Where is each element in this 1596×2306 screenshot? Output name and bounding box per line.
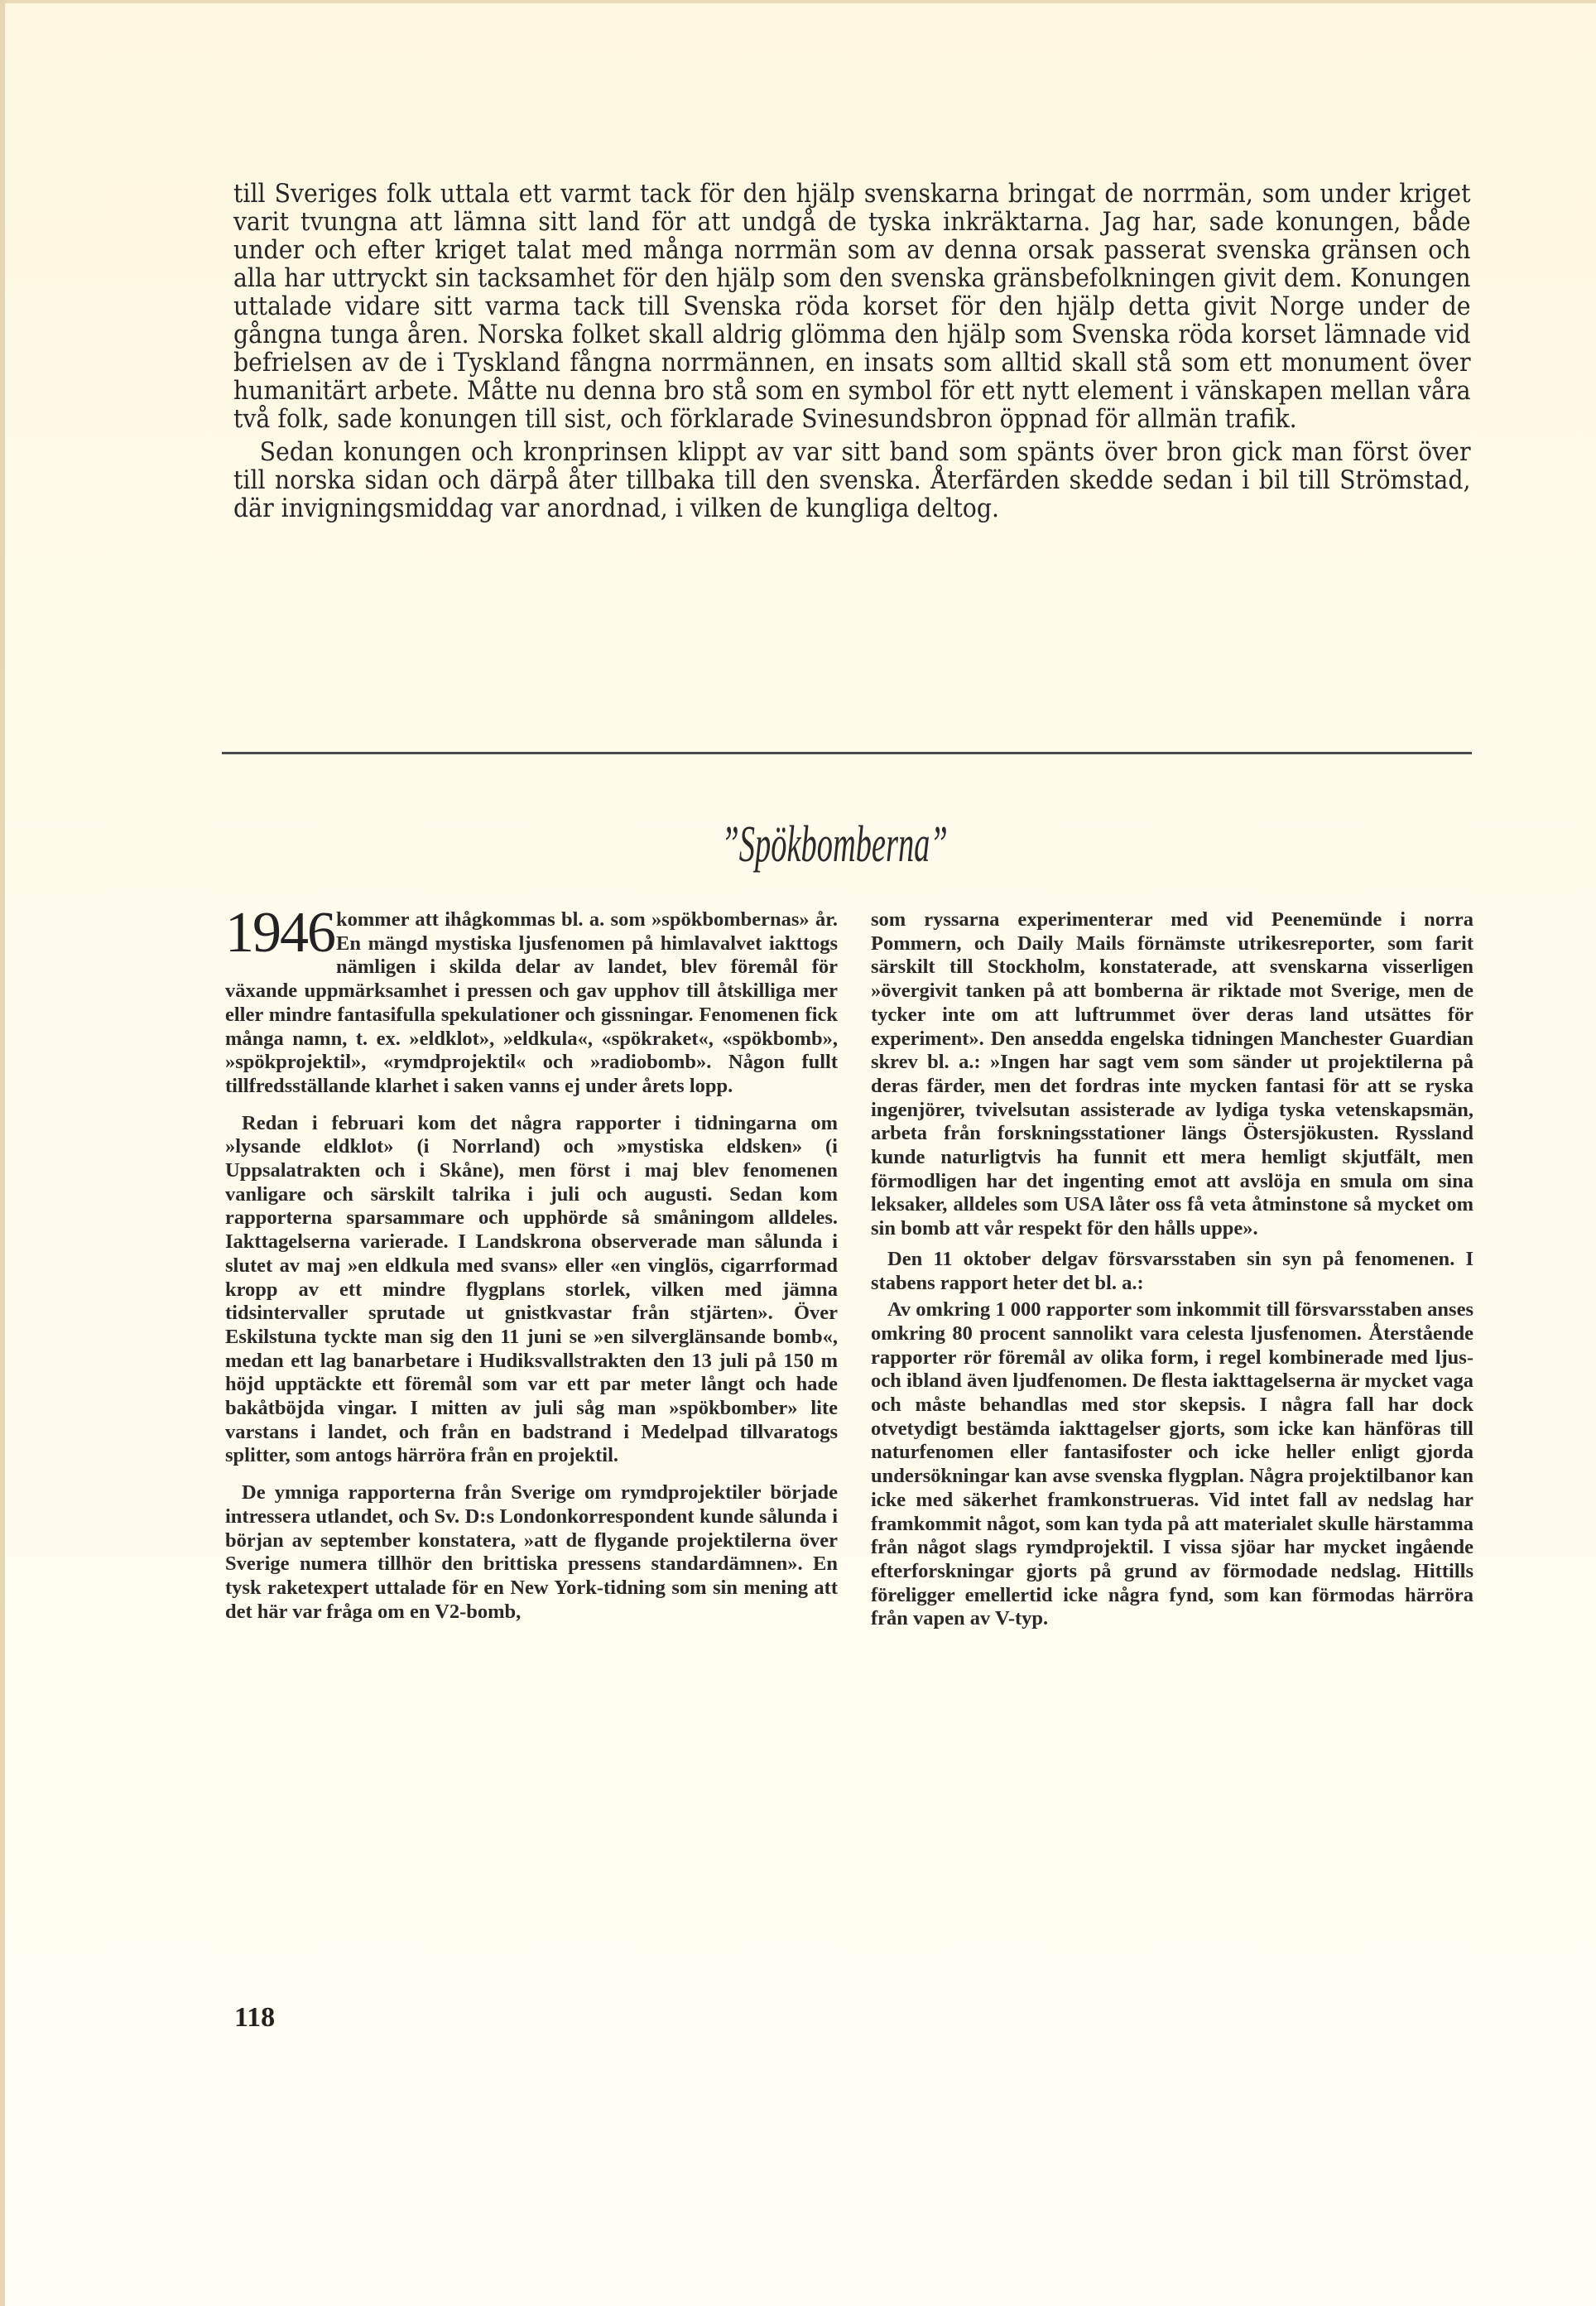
article-paragraph: Redan i februari kom det några rapporter i tidningarna om »lysande eldklot» (i Norrland) och »mystiska eldsken» (i Uppsalatrakten och i Skåne), men först i maj blev fenomenen vanligare och särskilt talrika i juli och augusti. Sedan kom rapporterna sparsammare och upphörde så småningom alldeles. Iakttagelserna varierade. I Landskrona observerade man sålunda i slutet av maj »en eldkula med svans» eller «en vinglös, cigarrformad kropp av ett mindre flygplans storlek, vilken med jämna tidsintervaller sprutade ut gnistkvastar från stjärten». Över Eskilstuna tyckte man sig den 11 juni se »en silverglänsande bomb«, medan ett lag banarbetare i Hudiksvallstrakten den 13 juli på 150 m höjd upptäckte ett föremål som var ett par meter långt och hade bakåtböjda vingar. I mitten av juli såg man »spökbomber» lite varstans i landet, och från en badstrand i Medelpad tillvaratogs splitter, som antogs härröra från en projektil. <box>225 1111 838 1467</box>
article-paragraph: som ryssarna experimenterar med vid Peenemünde i norra Pommern, och Daily Mails förnämste utrikesreporter, som farit särskilt till Stockholm, konstaterade, att svenskarna visserligen »övergivit tanken på att bomberna är riktade mot Sverige, men de tycker inte om att luftrummet över deras land utsättes för experiment». Den ansedda engelska tidningen Manchester Guardian skrev bl. a.: »Ingen har sagt vem som sänder ut projektilerna på deras färder, men det fordras inte mycken fantasi för att se ryska ingenjörer, tvivelsutan assisterade av lydiga tyska vetenskapsmän, arbeta från forskningsstationer längs Östersjökusten. Ryssland kunde naturligtvis ha funnit ett mera hemligt skjutfält, men förmodligen har det ingenting emot att avslöja en smula om sina leksaker, alldeles som USA låter oss få veta åtminstone så mycket om sin bomb att vår respekt för den hålls uppe». <box>871 908 1473 1240</box>
page-number: 118 <box>234 2002 276 2033</box>
article-title: ”Spökbomberna” <box>721 816 948 873</box>
article-paragraph: Den 11 oktober delgav försvarsstaben sin syn på fenomenen. I stabens rapport heter det bl. a.: <box>871 1247 1473 1294</box>
dropcap-year: 1946 <box>225 901 334 965</box>
intro-paragraph: Sedan konungen och kronprinsen klippt av var sitt band som spänts över bron gick man först över till norska sidan och därpå åter tillbaka till den svenska. Återfärden skedde sedan i bil till Strömstad, där invigningsmiddag var anordnad, i vilken de kungliga deltog. <box>233 438 1471 523</box>
article-paragraph: De ymniga rapporterna från Sverige om rymdprojektiler började intressera utlandet, och Sv. D:s Londonkorrespondent kunde sålunda i början av september konstatera, »att de flygande projektilerna över Sverige numera tillhör den brittiska pressens standardämnen». En tysk raketexpert uttalade för en New York-tidning som sin mening att det här var fråga om en V2-bomb, <box>225 1481 838 1623</box>
intro-paragraph: till Sveriges folk uttala ett varmt tack för den hjälp svenskarna bringat de norrmän, som under kriget varit tvungna att lämna sitt land för att undgå de tyska inkräktarna. Jag har, sade konungen, både under och efter kriget talat med många norrmän som av denna orsak passerat svenska gränsen och alla har uttryckt sin tacksamhet för den hjälp som den svenska gränsbefolkningen givit dem. Konungen uttalade vidare sitt varma tack till Svenska röda korset för den hjälp detta givit Norge under de gångna tunga åren. Norska folket skall aldrig glömma den hjälp som Svenska röda korset lämnade vid befrielsen av de i Tyskland fångna norrmännen, en insats som alltid skall stå som ett monument över humanitärt arbete. Måtte nu denna bro stå som en symbol för ett nytt element i vänskapen mellan våra två folk, sade konungen till sist, och förklarade Svinesundsbron öppnad för allmän trafik. <box>233 180 1471 434</box>
intro-text-block <box>233 181 1471 523</box>
article-paragraph <box>225 901 838 1099</box>
article-right-column <box>871 908 1473 1631</box>
article-left-column <box>225 901 838 1624</box>
article-paragraph: Av omkring 1 000 rapporter som inkommit till försvarsstaben anses omkring 80 procent sannolikt vara celesta ljusfenomen. Återstående rapporter rör föremål av olika form, i regel kombinerade med ljus- och ibland även ljudfenomen. De flesta iakttagelserna är mycket vaga och måste behandlas med stor skepsis. I några fall har dock otvetydigt bestämda iakttagelser gjorts, som icke kan hänföras till naturfenomen eller fantasifoster och icke heller enligt gjorda undersökningar kan avse svenska flygplan. Några projektilbanor kan icke med säkerhet framkonstrueras. Vid intet fall av nedslag har framkommit något, som kan tyda på att materialet skulle härstamma från något slags rymdprojektil. I vissa sjöar har mycket ingående efterforskningar gjorts på grund av förmodade nedslag. Hittills föreligger emellertid icke några fynd, som kan förmodas härröra från vapen av V-typ. <box>871 1298 1473 1630</box>
page-top-edge <box>0 0 1596 3</box>
page-left-edge <box>0 0 5 2306</box>
article-paragraph-text: kommer att ihågkommas bl. a. som »spökbombernas» år. En mängd mystiska ljusfenomen på himlavalvet iakttogs nämligen i skilda delar av landet, blev föremål för växande uppmärksamhet i pressen och gav upphov till åtskilliga mer eller mindre fantasifulla spekulationer och gissningar. Fenomenen fick många namn, t. ex. »eldklot», »eldkula«, «spökraket«, «spökbomb», »spökprojektil», «rymdprojektil« och »radiobomb». Någon fullt tillfredsställande klarhet i saken vanns ej under årets lopp. <box>225 908 838 1097</box>
section-divider <box>222 752 1472 754</box>
